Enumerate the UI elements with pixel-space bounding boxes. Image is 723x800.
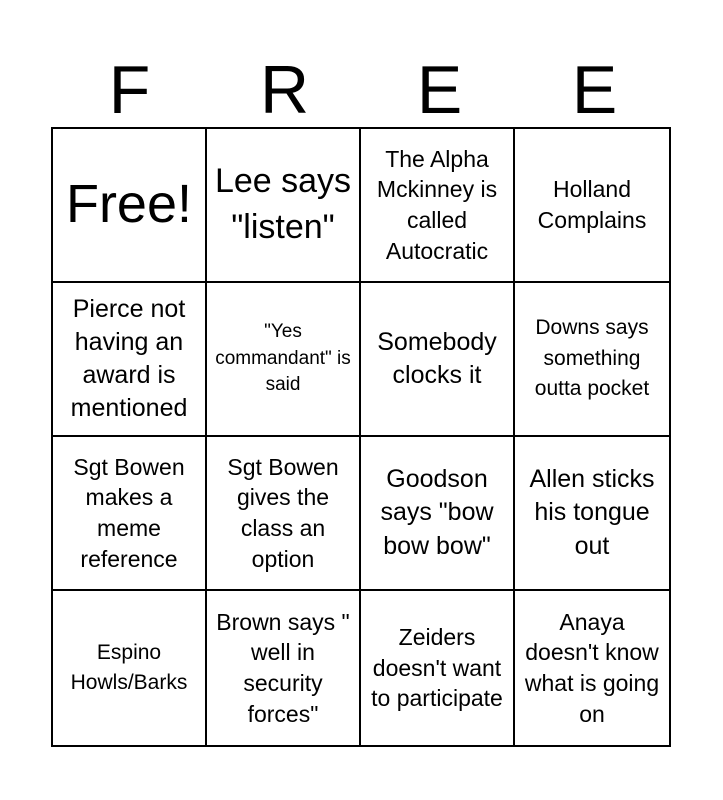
header-letter-e1: E bbox=[416, 52, 463, 128]
bingo-cell[interactable] bbox=[207, 283, 361, 437]
header-letter-r: R bbox=[259, 52, 310, 128]
bingo-cell[interactable] bbox=[361, 283, 515, 437]
bingo-card bbox=[51, 127, 671, 747]
cell-text: Zeiders doesn't want to participate bbox=[371, 624, 503, 712]
cell-text: Pierce not having an award is mentioned bbox=[70, 294, 188, 423]
bingo-cell[interactable] bbox=[207, 437, 361, 591]
cell-text: Somebody clocks it bbox=[377, 327, 497, 389]
header-letter-f: F bbox=[108, 52, 151, 128]
cell-text: Sgt Bowen gives the class an option bbox=[227, 453, 339, 572]
cell-text: The Alpha Mckinney is called Autocratic bbox=[376, 145, 498, 264]
header-letter-e2: E bbox=[571, 52, 618, 128]
cell-text: Allen sticks his tongue out bbox=[529, 465, 655, 560]
cell-text: Lee says "listen" bbox=[214, 162, 352, 246]
cell-text: Anaya doesn't know what is going on bbox=[524, 608, 660, 727]
bingo-header bbox=[52, 52, 672, 128]
bingo-cell[interactable] bbox=[53, 437, 207, 591]
cell-text: Free! bbox=[65, 174, 193, 235]
bingo-cell[interactable] bbox=[207, 591, 361, 745]
bingo-cell[interactable] bbox=[515, 129, 669, 283]
cell-text: Brown says " well in security forces" bbox=[216, 608, 350, 727]
bingo-cell[interactable] bbox=[361, 437, 515, 591]
bingo-cell[interactable] bbox=[53, 283, 207, 437]
cell-text: "Yes commandant" is said bbox=[215, 321, 351, 396]
bingo-cell[interactable] bbox=[515, 591, 669, 745]
cell-text: Holland Complains bbox=[537, 176, 647, 233]
cell-text: Downs says something outta pocket bbox=[534, 316, 650, 401]
bingo-cell[interactable] bbox=[515, 437, 669, 591]
bingo-cell[interactable] bbox=[361, 129, 515, 283]
cell-text: Espino Howls/Barks bbox=[70, 640, 188, 694]
bingo-cell-free-space[interactable] bbox=[53, 129, 207, 283]
bingo-cell[interactable] bbox=[53, 591, 207, 745]
bingo-cell[interactable] bbox=[207, 129, 361, 283]
bingo-cell[interactable] bbox=[361, 591, 515, 745]
cell-text: Goodson says "bow bow bow" bbox=[380, 465, 494, 560]
cell-text: Sgt Bowen makes a meme reference bbox=[73, 453, 185, 572]
bingo-cell[interactable] bbox=[515, 283, 669, 437]
